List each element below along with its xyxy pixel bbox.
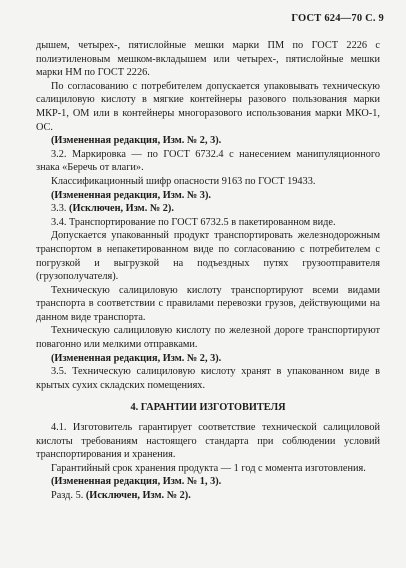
amendment-note: (Измененная редакция, Изм. № 3). [51,189,211,201]
clause-3-2: 3.2. Маркировка — по ГОСТ 6732.4 с нанесением манипуляционного знака «Беречь от влаги». [36,148,380,174]
clause-3-3 [36,202,380,216]
paragraph-packaging-continued: дышем, четырех-, пятислойные мешки марки ПМ по ГОСТ 2226 с полиэтиленовым мешком-вкладышем или четырех-, пятислойные мешки марки НМ по ГОСТ 2226. [36,40,380,79]
paragraph-rail-transport: Допускается упакованный продукт транспортировать железнодорожным транспортом в непакетированном виде по согласованию с потребителем с погрузкой и выгрузкой на подъездных путях грузоотправителя (грузополучателя). [36,230,380,283]
amendment-note: (Измененная редакция, Изм. № 1, 3). [51,476,222,488]
amendment-note: (Измененная редакция, Изм. № 2, 3). [51,135,222,147]
clause-3-4: 3.4. Транспортирование по ГОСТ 6732.5 в пакетированном виде. [51,216,336,228]
paragraph-containers: По согласованию с потребителем допускается упаковывать техническую салициловую кислоту в мягкие контейнеры разового пользования марки МКР-1, ОМ или в контейнеры многоразового использования марки МКО-1, ОС. [36,80,380,133]
document-body [36,39,380,503]
section-ref: Разд. 5. [51,490,86,501]
clause-number: 3.3. [51,203,70,215]
excluded-note: (Исключен, Изм. № 2). [85,490,191,501]
paragraph-wagon-shipment: Техническую салициловую кислоту по железной дороге транспортируют повагонно или мелкими отправками. [36,325,380,351]
clause-3-5: 3.5. Техническую салициловую кислоту хранят в упакованном виде в крытых сухих складских помещениях. [36,366,380,391]
running-header: ГОСТ 624—70 С. 9 [291,13,384,24]
hazard-code: Классификационный шифр опасности 9163 по ГОСТ 19433. [51,175,316,187]
paragraph-all-transport: Техническую салициловую кислоту транспортируют всеми видами транспорта в соответствии с правилами перевозки грузов, действующими на данном виде транспорта. [36,284,380,323]
amendment-note: (Измененная редакция, Изм. № 2, 3). [51,352,222,364]
clause-4-1: 4.1. Изготовитель гарантирует соответствие технической салициловой кислоты требованиям настоящего стандарта при соблюдении условий транспортирования и хранения. [36,422,380,461]
warranty-period: Гарантийный срок хранения продукта — 1 год с момента изготовления. [51,462,366,474]
section-4-heading: 4. ГАРАНТИИ ИЗГОТОВИТЕЛЯ [130,402,286,414]
section-5-note [36,489,380,503]
excluded-note: (Исключен, Изм. № 2). [69,203,174,215]
